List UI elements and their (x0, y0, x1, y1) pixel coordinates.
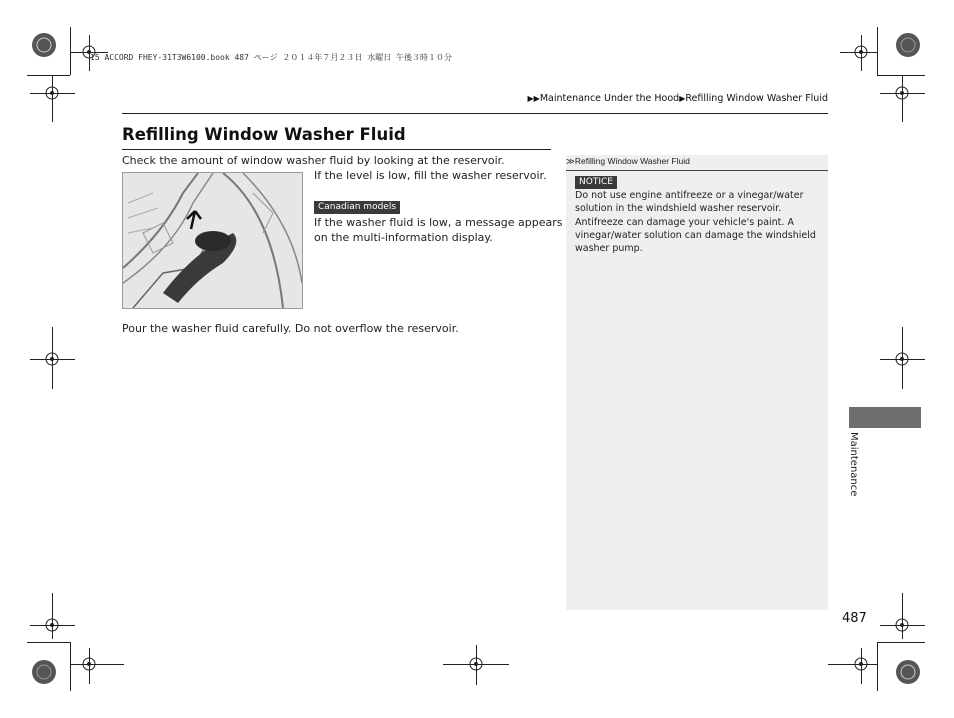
title-rule (122, 149, 551, 150)
intro-text: Check the amount of window washer fluid by looking at the reservoir. (122, 154, 505, 167)
canadian-models-badge: Canadian models (314, 201, 400, 214)
notice-badge: NOTICE (575, 176, 617, 189)
section-tab-label: Maintenance (848, 432, 859, 497)
notice-line-2: solution in the windshield washer reservoir. (575, 203, 782, 214)
sidebar-reference-title: Refilling Window Washer Fluid (574, 156, 690, 166)
header-rule (122, 113, 828, 114)
canadian-text-line1: If the washer fluid is low, a message appears (314, 216, 563, 229)
breadcrumb-item-maintenance-under-hood[interactable]: Maintenance Under the Hood (539, 93, 680, 104)
reference-arrow-icon: ≫ (566, 156, 575, 166)
section-tab-marker (849, 407, 921, 428)
notice-line-4: vinegar/water solution can damage the windshield (575, 230, 816, 241)
notice-line-5: washer pump. (575, 243, 643, 254)
page-title: Refilling Window Washer Fluid (122, 125, 406, 144)
sidebar-reference (566, 156, 690, 167)
reservoir-drawing (123, 173, 302, 308)
notice-line-1: Do not use engine antifreeze or a vinegar/water (575, 190, 804, 201)
breadcrumb-item-refilling-washer-fluid: Refilling Window Washer Fluid (685, 93, 828, 104)
canadian-text-line2: on the multi-information display. (314, 231, 493, 244)
breadcrumb (528, 93, 828, 104)
print-header: 15 ACCORD FHEY-31T3W6100.book 487 ページ ２０１４年７月２３日 水曜日 午後３時１０分 (90, 53, 453, 62)
page-number: 487 (842, 611, 867, 626)
breadcrumb-arrows-icon: ▶▶ (527, 94, 540, 103)
pour-caution-text: Pour the washer fluid carefully. Do not overflow the reservoir. (122, 322, 459, 335)
notice-line-3: Antifreeze can damage your vehicle's paint. A (575, 217, 794, 228)
breadcrumb-separator-icon: ▶ (679, 94, 686, 103)
washer-reservoir-illustration (122, 172, 303, 309)
level-low-text: If the level is low, fill the washer reservoir. (314, 169, 547, 182)
